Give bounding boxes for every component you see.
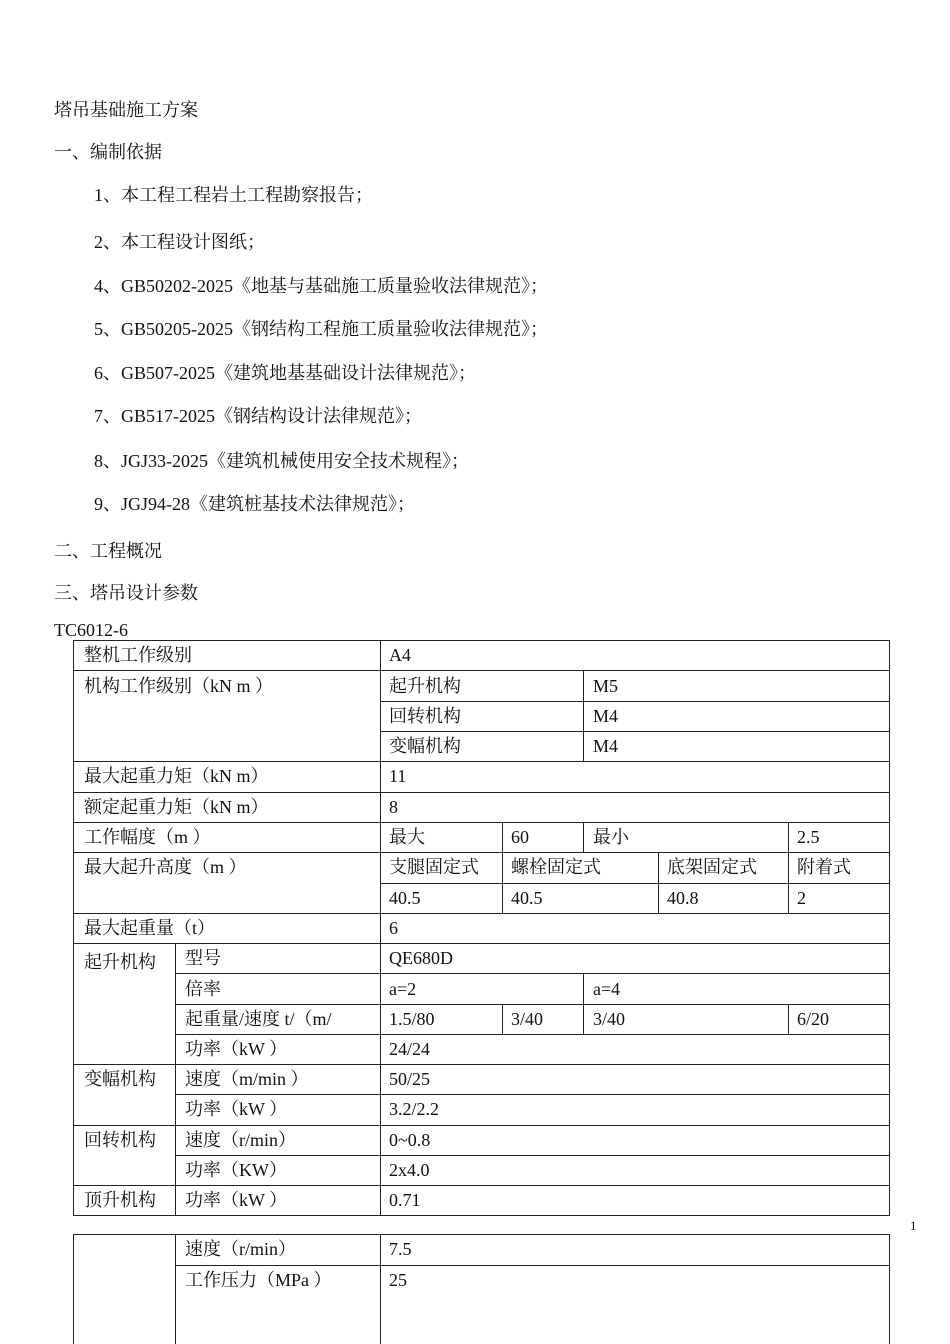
hoist-speed-value: 1.5/80 [389,1009,435,1029]
label-climb-speed: 速度（r/min） [185,1239,296,1259]
value-ratio-a: a=2 [389,979,417,999]
value-slew-speed: 0~0.8 [389,1130,431,1150]
value-hoist-power: 24/24 [389,1039,431,1059]
value-range-min: 2.5 [797,827,820,847]
label-hoist-ratio: 倍率 [185,979,221,999]
label-hoist-model: 型号 [185,948,221,968]
label-slew-mechanism: 回转机构 [84,1130,156,1150]
label-max-load: 最大起重量（t） [84,918,216,938]
label-climb-power: 功率（kW ） [185,1190,288,1210]
label-hoist-mechanism: 起升机构 [84,952,156,972]
label-working-pressure: 工作压力（MPa ） [185,1270,332,1290]
model-name: TC6012-6 [54,620,128,640]
label-range-max: 最大 [389,827,425,847]
value-hoist-model: QE680D [389,948,453,968]
mechanism-value: M5 [593,676,619,696]
value-max-load: 6 [389,918,398,938]
hoist-speed-value: 3/40 [593,1009,626,1029]
value-climb-speed: 7.5 [389,1239,412,1259]
height-value: 40.5 [511,888,543,908]
height-value: 40.8 [667,888,699,908]
ref-item: 6、GB507-2025《建筑地基基础设计法律规范》； [94,363,476,383]
value-range-max: 60 [511,827,529,847]
value-max-moment: 11 [389,766,407,786]
value-rated-moment: 8 [389,797,398,817]
ref-item: 5、GB50205-2025《钢结构工程施工质量验收法律规范》； [94,319,548,339]
ref-item: 2、本工程设计图纸； [94,232,265,252]
ref-item: 1、本工程工程岩土工程勘察报告； [94,185,373,205]
value-working-pressure: 25 [389,1270,407,1290]
ref-item: 9、JGJ94-28《建筑桩基技术法律规范》； [94,494,416,514]
label-rated-moment: 额定起重力矩（kN m） [84,797,269,817]
value-slew-power: 2x4.0 [389,1160,430,1180]
section-heading-1: 一、编制依据 [54,142,162,162]
height-header: 底架固定式 [667,857,757,877]
label-hoist-speed: 起重量/速度 t/（m/ [185,1009,332,1029]
label-slew-power: 功率（KW） [185,1160,287,1180]
hoist-speed-value: 6/20 [797,1009,830,1029]
height-header: 附着式 [797,857,851,877]
mechanism-value: M4 [593,706,619,726]
ref-item: 7、GB517-2025《钢结构设计法律规范》； [94,406,422,426]
value-machine-class: A4 [389,645,411,665]
label-max-height: 最大起升高度（m ） [84,857,247,877]
ref-item: 8、JGJ33-2025《建筑机械使用安全技术规程》； [94,451,470,471]
height-header: 支腿固定式 [389,857,479,877]
label-mechanism-class: 机构工作级别（kN m ） [84,676,273,696]
doc-title: 塔吊基础施工方案 [54,100,198,120]
hoist-speed-value: 3/40 [511,1009,544,1029]
mechanism-name: 回转机构 [389,706,461,726]
label-max-moment: 最大起重力矩（kN m） [84,766,269,786]
mechanism-name: 起升机构 [389,676,461,696]
label-machine-class: 整机工作级别 [84,645,192,665]
value-luff-power: 3.2/2.2 [389,1099,440,1119]
mechanism-value: M4 [593,736,619,756]
label-luff-power: 功率（kW ） [185,1099,288,1119]
page-number: 1 [910,1218,917,1233]
label-luff-speed: 速度（m/min ） [185,1069,309,1089]
mechanism-name: 变幅机构 [389,736,461,756]
value-ratio-b: a=4 [593,979,621,999]
label-hoist-power: 功率（kW ） [185,1039,288,1059]
label-climb-mechanism: 顶升机构 [84,1190,156,1210]
ref-item: 4、GB50202-2025《地基与基础施工质量验收法律规范》； [94,276,548,296]
section-heading-2: 二、工程概况 [54,541,162,561]
label-range-min: 最小 [593,827,629,847]
height-value: 2 [797,888,806,908]
section-heading-3: 三、塔吊设计参数 [54,583,198,603]
label-slew-speed: 速度（r/min） [185,1130,296,1150]
value-luff-speed: 50/25 [389,1069,431,1089]
height-header: 螺栓固定式 [511,857,601,877]
label-luff-mechanism: 变幅机构 [84,1069,156,1089]
value-climb-power: 0.71 [389,1190,421,1210]
label-working-range: 工作幅度（m ） [84,827,211,847]
height-value: 40.5 [389,888,421,908]
